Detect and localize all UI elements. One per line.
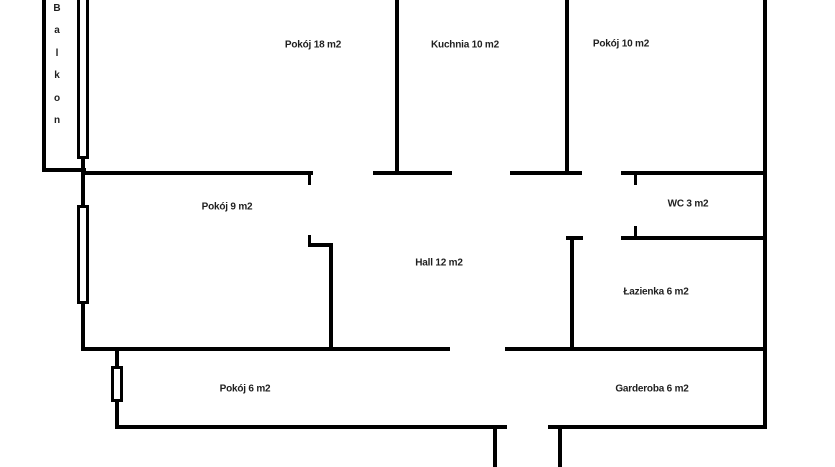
top-band-wall-left xyxy=(81,171,313,175)
room18-kitchen-wall xyxy=(395,0,399,175)
room6-window xyxy=(111,366,123,402)
balcony-letter: o xyxy=(53,92,61,104)
wc-label: WC 3 m2 xyxy=(667,198,709,210)
top-band-wall-mid2 xyxy=(510,171,582,175)
entry-left-wall xyxy=(493,425,497,467)
entry-right-wall xyxy=(558,425,562,467)
wc-bottom-wall xyxy=(621,236,767,240)
kitchen-room10-wall xyxy=(565,0,569,175)
right-exterior-wall xyxy=(763,0,767,429)
balcony-letter: n xyxy=(53,115,61,127)
bathroom-left-wall xyxy=(570,236,574,351)
room9-window xyxy=(77,205,89,304)
wardrobe-bottom-wall xyxy=(548,425,767,429)
kitchen-label: Kuchnia 10 m2 xyxy=(431,39,499,51)
room-10-label: Pokój 10 m2 xyxy=(592,38,650,50)
balcony-letter: B xyxy=(53,3,61,14)
bathroom-label: Łazienka 6 m2 xyxy=(623,286,689,298)
hall-bottom-wall-right xyxy=(505,347,767,351)
balcony-letter: a xyxy=(54,25,60,37)
balcony-letter: k xyxy=(54,70,60,82)
wardrobe-label: Garderoba 6 m2 xyxy=(615,383,689,395)
room9-door-jamb-upper xyxy=(308,175,311,185)
balcony-window xyxy=(77,0,89,159)
wc-top-wall xyxy=(621,171,767,175)
room-6-label: Pokój 6 m2 xyxy=(219,383,271,395)
room-18-label: Pokój 18 m2 xyxy=(284,39,342,51)
room6-bottom-wall xyxy=(115,425,507,429)
left-exterior-wall-lower xyxy=(81,300,85,351)
room9-hall-wall xyxy=(329,243,333,351)
balcony-bottom-wall xyxy=(42,168,86,172)
hall-bottom-wall-left xyxy=(81,347,450,351)
hall-label: Hall 12 m2 xyxy=(415,257,463,269)
top-band-wall-mid1 xyxy=(373,171,452,175)
balcony-letter: l xyxy=(55,47,59,59)
room-9-label: Pokój 9 m2 xyxy=(201,201,253,213)
left-exterior-wall-upper xyxy=(81,156,85,209)
balcony-label xyxy=(53,0,60,132)
balcony-left-wall xyxy=(42,0,46,172)
wc-door-jamb-upper xyxy=(634,175,637,185)
bathroom-top-spur xyxy=(566,236,583,240)
